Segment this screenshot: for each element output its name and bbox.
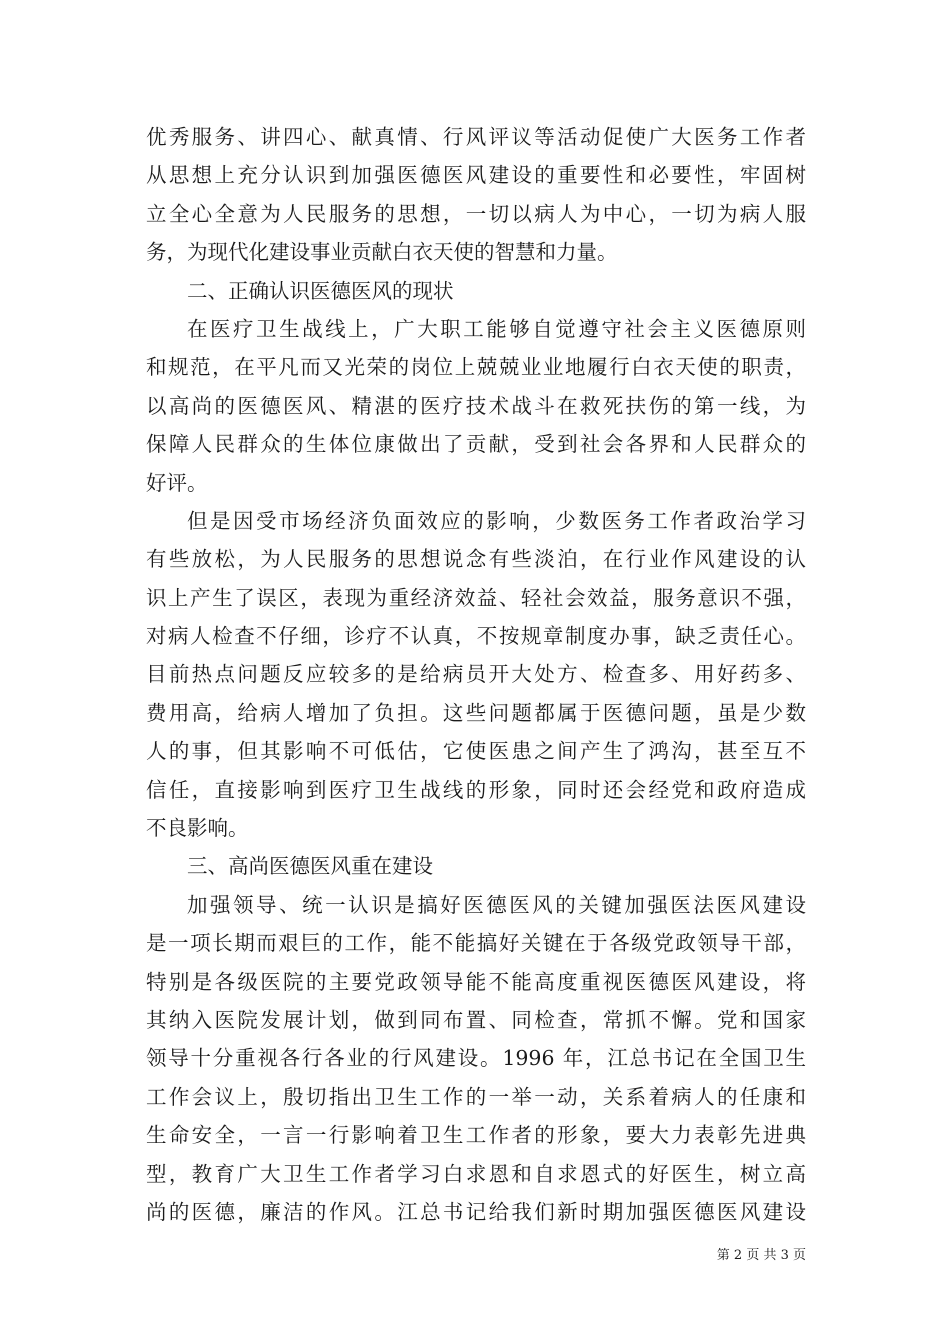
text-line: 加强领导、统一认识是搞好医德医风的关键加强医法医风建设 — [187, 892, 806, 917]
text-line: 保障人民群众的生体位康做出了贡献，受到社会各界和人民群众的 — [146, 432, 806, 457]
text-line: 其纳入医院发展计划，做到同布置、同检查，常抓不懈。党和国家 — [146, 1007, 806, 1032]
text-line: 信任，直接影响到医疗卫生战线的形象，同时还会经党和政府造成 — [146, 777, 806, 802]
text-line: 优秀服务、讲四心、献真情、行风评议等活动促使广大医务工作者 — [146, 125, 806, 149]
text-line: 目前热点问题反应较多的是给病员开大处方、检查多、用好药多、 — [146, 662, 806, 687]
text-line: 人的事，但其影响不可低估，它使医患之间产生了鸿沟，甚至互不 — [146, 739, 806, 764]
text-line: 在医疗卫生战线上，广大职工能够自觉遵守社会主义医德原则 — [187, 316, 806, 341]
text-line: 有些放松，为人民服务的思想说念有些淡泊，在行业作风建设的认 — [146, 547, 806, 572]
text-line: 和规范，在平凡而又光荣的岗位上兢兢业业地履行白衣天使的职责， — [146, 355, 806, 380]
text-line: 立全心全意为人民服务的思想，一切以病人为中心，一切为病人服 — [146, 201, 806, 226]
text-line: 型，教育广大卫生工作者学习白求恩和自求恩式的好医生，树立高 — [146, 1161, 806, 1186]
text-line: 二、正确认识医德医风的现状 — [187, 278, 454, 303]
text-line: 特别是各级医院的主要党政领导能不能高度重视医德医风建设，将 — [146, 969, 806, 994]
text-line: 好评。 — [146, 470, 208, 495]
text-line: 从思想上充分认识到加强医德医风建设的重要性和必要性，牢固树 — [146, 163, 806, 188]
text-line: 尚的医德，廉洁的作风。江总书记给我们新时期加强医德医风建设 — [146, 1199, 806, 1224]
text-line: 务，为现代化建设事业贡献白衣天使的智慧和力量。 — [146, 240, 618, 265]
text-line: 费用高，给病人增加了负担。这些问题都属于医德问题，虽是少数 — [146, 700, 806, 725]
text-line: 不良影响。 — [146, 816, 249, 841]
text-line: 以高尚的医德医风、精湛的医疗技术战斗在救死扶伤的第一线，为 — [146, 393, 806, 418]
text-line: 对病人检查不仔细，诊疗不认真，不按规章制度办事，缺乏责任心。 — [146, 624, 806, 649]
page-number: 第 2 页 共 3 页 — [716, 1248, 806, 1263]
text-line: 生命安全，一言一行影响着卫生工作者的形象，要大力表彰先进典 — [146, 1123, 806, 1148]
text-line: 识上产生了误区，表现为重经济效益、轻社会效益，服务意识不强， — [146, 585, 806, 610]
text-line: 三、高尚医德医风重在建设 — [187, 854, 433, 879]
text-line: 是一项长期而艰巨的工作，能不能搞好关键在于各级党政领导干部， — [146, 931, 806, 956]
body-text — [146, 118, 806, 1231]
text-line: 工作会议上，殷切指出卫生工作的一举一动，关系着病人的任康和 — [146, 1084, 806, 1109]
text-line: 但是因受市场经济负面效应的影响，少数医务工作者政治学习 — [187, 508, 806, 533]
text-line: 领导十分重视各行各业的行风建设。1996 年，江总书记在全国卫生 — [146, 1046, 806, 1071]
